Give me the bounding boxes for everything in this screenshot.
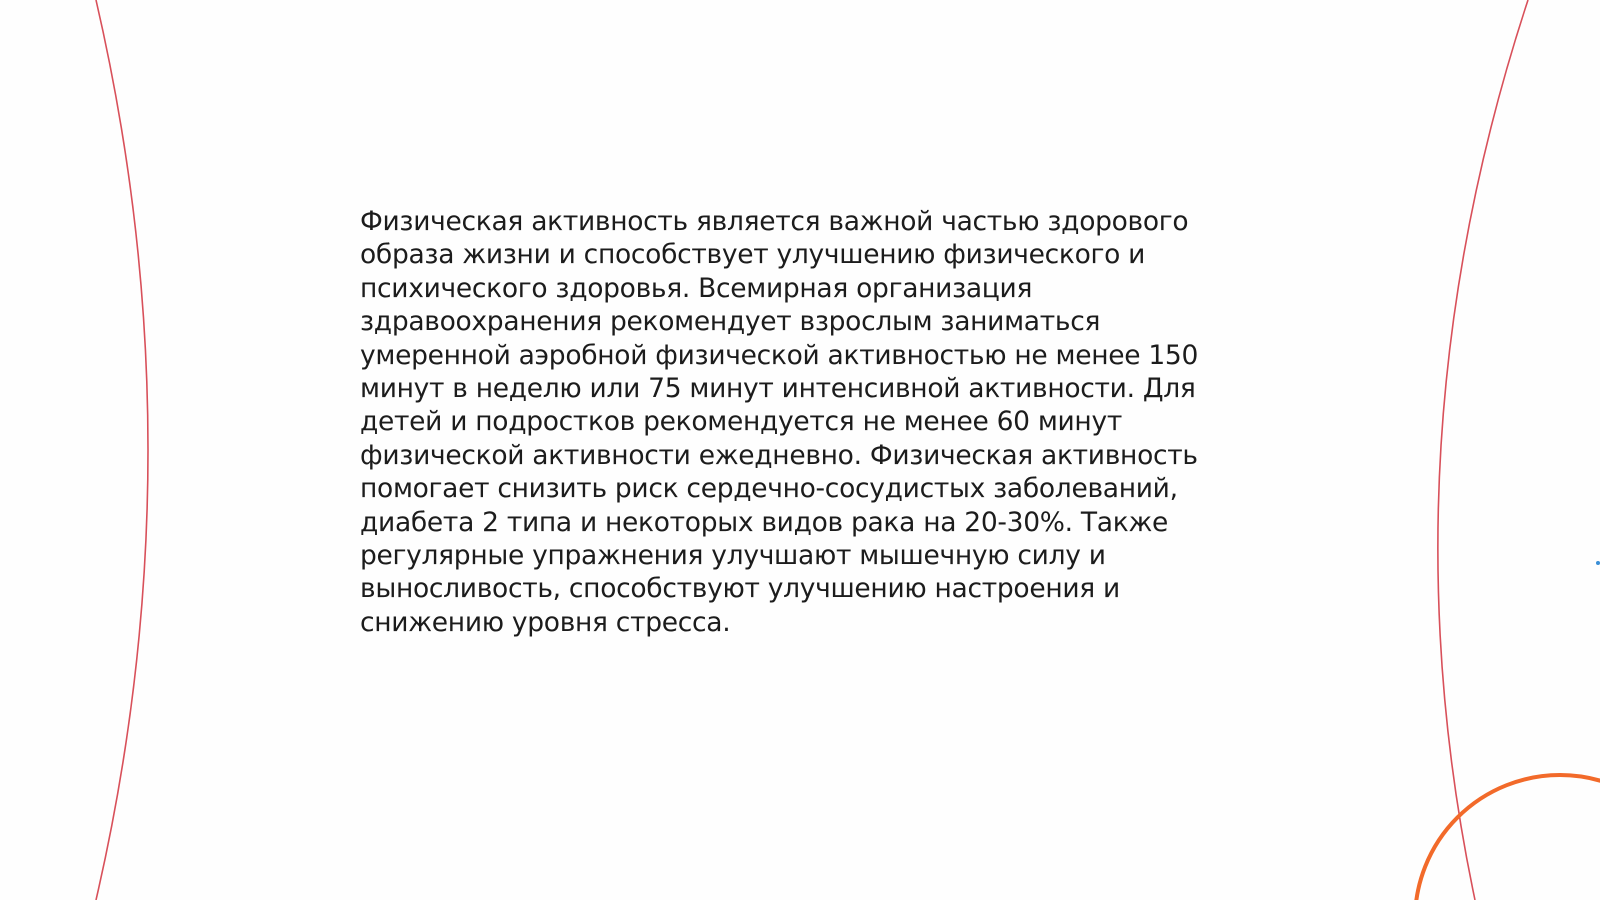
paragraph-line: детей и подростков рекомендуется не менее 60 минут — [360, 406, 1122, 438]
paragraph-line: выносливость, способствуют улучшению настроения и — [360, 573, 1120, 605]
accent-dot-decoration — [1596, 561, 1600, 565]
left-arc-decoration — [96, 0, 148, 900]
right-arc-decoration — [1438, 0, 1528, 900]
paragraph-line: Физическая активность является важной частью здорового — [360, 206, 1189, 237]
paragraph-line: регулярные упражнения улучшают мышечную силу и — [360, 540, 1106, 572]
paragraph-line: психического здоровья. Всемирная организация — [360, 272, 1033, 304]
paragraph-line: физической активности ежедневно. Физическая активность — [360, 439, 1198, 471]
paragraph-line: здравоохранения рекомендует взрослым заниматься — [360, 306, 1101, 338]
paragraph-line: снижению уровня стресса. — [360, 606, 731, 638]
paragraph-line: минут в неделю или 75 минут интенсивной активности. Для — [360, 373, 1196, 405]
body-paragraph — [360, 205, 1220, 639]
corner-circle-decoration — [1415, 775, 1600, 900]
paragraph-line: диабета 2 типа и некоторых видов рака на 20-30%. Также — [360, 506, 1169, 538]
paragraph-line: помогает снизить риск сердечно-сосудистых заболеваний, — [360, 473, 1178, 505]
paragraph-line: умеренной аэробной физической активностью не менее 150 — [360, 339, 1199, 371]
paragraph-line: образа жизни и способствует улучшению физического и — [360, 239, 1146, 271]
